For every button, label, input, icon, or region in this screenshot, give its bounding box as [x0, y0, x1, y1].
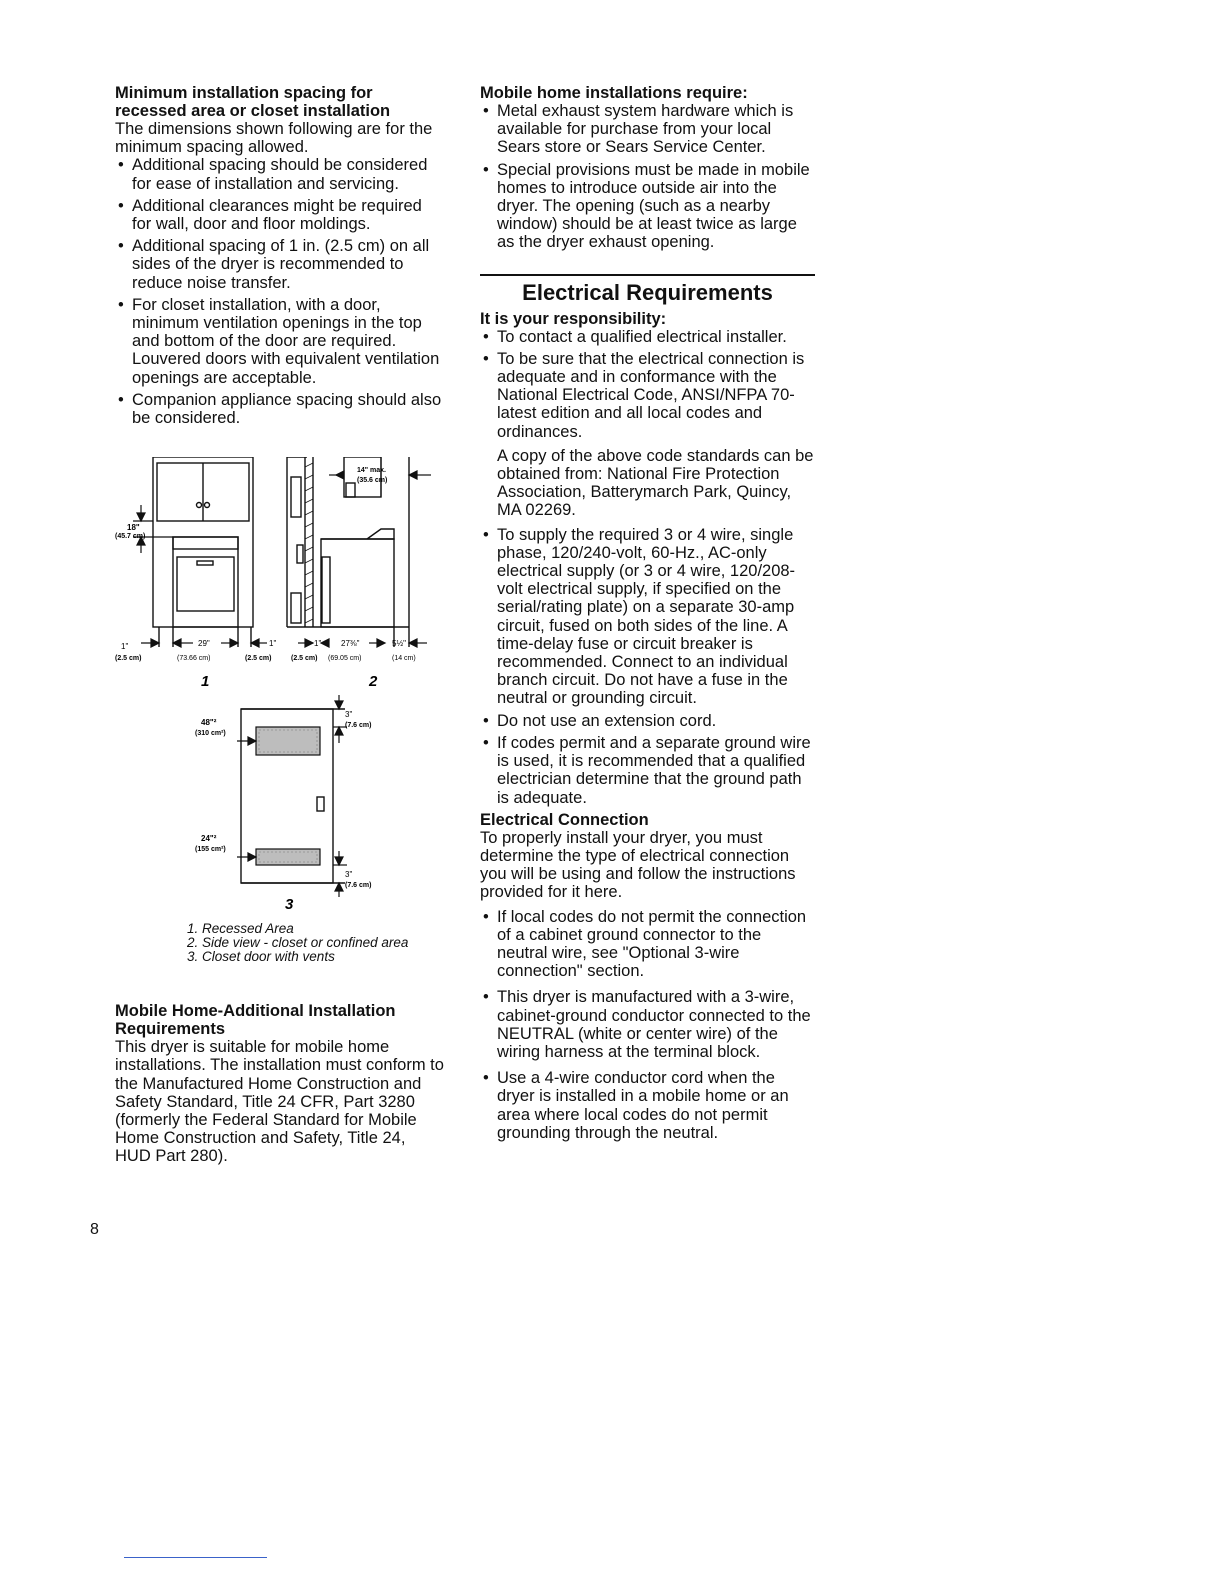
- mobile-requirements-heading: Mobile home installations require:: [480, 84, 748, 102]
- fig1-right-cm-label: (2.5 cm): [245, 655, 272, 663]
- list-item: • Additional spacing should be considered for ease of installation and servicing.: [115, 156, 445, 192]
- spacing-diagram: [115, 457, 445, 922]
- connection-list: [480, 908, 815, 1142]
- fig2-back-cm-label: (2.5 cm): [291, 655, 318, 663]
- recessed-area-drawing: [153, 457, 253, 647]
- list-item: • This dryer is manufactured with a 3-wire, cabinet-ground conductor connected to the NEUTRAL (white or center wire) of the wiring harness at the terminal block.: [480, 988, 815, 1061]
- top-vent: [256, 727, 320, 755]
- electrical-connection-heading: Electrical Connection: [480, 810, 649, 829]
- responsibility-heading: It is your responsibility:: [480, 309, 667, 328]
- fig3-top-gap-cm-label: (7.6 cm): [345, 722, 372, 730]
- fig3-top-vent-label: 48"²: [201, 718, 217, 728]
- fig2-top-label: 14" max.: [357, 467, 387, 475]
- fig2-front-cm-label: (14 cm): [392, 655, 416, 663]
- list-item: • If local codes do not permit the connection of a cabinet ground connector to the neutral wire, see "Optional 3-wire connection" section.: [480, 908, 815, 981]
- fig1-width-cm-label: (73.66 cm): [177, 655, 211, 663]
- list-item: • Use a 4-wire conductor cord when the dryer is installed in a mobile home or an area where local codes do not permit grounding through the neutral.: [480, 1069, 815, 1142]
- figure-number-3: 3: [285, 896, 294, 914]
- supply-list: [480, 526, 815, 807]
- fig1-right-label: 1": [269, 639, 277, 649]
- fig3-bottom-vent-label: 24"²: [201, 834, 217, 844]
- fig3-bottom-gap-cm-label: (7.6 cm): [345, 882, 372, 890]
- fig2-back-label: 1": [314, 639, 322, 649]
- caption-1: 1. Recessed Area: [187, 921, 294, 937]
- mobile-home-text: This dryer is suitable for mobile home installations. The installation must conform to the Manufactured Home Construction and Safety Standard, Title 24 CFR, Part 3280 (formerly the Federal Standard for Mobile Home Construction and Safety, Title 24, HUD Part 280).: [115, 1038, 444, 1166]
- code-standards-note: A copy of the above code standards can be obtained from: National Fire Protection Association, Batterymarch Park, Quincy, MA 02269.: [497, 446, 814, 520]
- installation-figure: [115, 457, 445, 922]
- list-item: • Metal exhaust system hardware which is available for purchase from your local Sears store or Sears Service Center.: [480, 102, 815, 157]
- list-item: • To contact a qualified electrical installer.: [480, 328, 815, 346]
- section-divider: [480, 274, 815, 276]
- list-item: • To supply the required 3 or 4 wire, single phase, 120/240-volt, 60-Hz., AC-only electrical supply (or 3 or 4 wire, 120/208-volt electrical supply, if specified on the serial/rating plate) on a separate 30-amp circuit, fused on both sides of the line. A time-delay fuse or circuit breaker is recommended. Connect to an individual branch circuit. Do not have a fuse in the neutral or grounding circuit.: [480, 526, 815, 708]
- electrical-connection-text: To properly install your dryer, you must determine the type of electrical connection you will be using and follow the instructions provided for it here.: [480, 828, 796, 902]
- fig3-top-gap-label: 3": [345, 710, 353, 720]
- closet-spacing-intro: The dimensions shown following are for the minimum spacing allowed.: [115, 120, 433, 157]
- closet-spacing-list: [115, 156, 445, 427]
- fig1-height-cm-label: (45.7 cm): [115, 533, 146, 541]
- closet-door-dimensions: [237, 695, 347, 897]
- list-item: • For closet installation, with a door, minimum ventilation openings in the top and bottom of the door are required. Louvered doors with equivalent ventilation openings are acceptable.: [115, 296, 445, 387]
- figure-captions: [115, 922, 445, 964]
- left-column: [115, 84, 445, 1166]
- side-view-drawing: [287, 457, 409, 647]
- fig1-height-label: 18": [127, 523, 140, 533]
- fig1-width-label: 29": [198, 639, 210, 649]
- right-column: [480, 84, 815, 1146]
- list-item: • Additional spacing of 1 in. (2.5 cm) on all sides of the dryer is recommended to reduce noise transfer.: [115, 237, 445, 292]
- figure-number-2: 2: [369, 673, 378, 691]
- responsibility-list: [480, 328, 815, 441]
- fig2-depth-cm-label: (69.05 cm): [328, 655, 362, 663]
- list-item: • Special provisions must be made in mobile homes to introduce outside air into the dryer. The opening (such as a nearby window) should be at least twice as large as the dryer exhaust opening.: [480, 161, 815, 252]
- fig2-depth-label: 27⅜": [341, 639, 360, 649]
- caption-3: 3. Closet door with vents: [187, 949, 335, 965]
- footer-line: [124, 1557, 267, 1558]
- fig2-front-label: 5½": [392, 639, 406, 649]
- fig2-top-cm-label: (35.6 cm): [357, 477, 388, 485]
- fig3-bottom-gap-label: 3": [345, 870, 353, 880]
- mobile-requirements-list: [480, 102, 815, 252]
- list-item: • Additional clearances might be required for wall, door and floor moldings.: [115, 197, 445, 233]
- bottom-vent: [256, 849, 320, 865]
- mobile-home-heading: Mobile Home-Additional Installation Requirements: [115, 1002, 396, 1039]
- caption-2: 2. Side view - closet or confined area: [187, 935, 409, 951]
- fig1-side-label: 1": [121, 642, 129, 652]
- list-item: • Do not use an extension cord.: [480, 712, 815, 730]
- figure-number-1: 1: [201, 673, 210, 691]
- fig3-bottom-vent-cm-label: (155 cm²): [195, 846, 226, 854]
- fig3-top-vent-cm-label: (310 cm²): [195, 730, 226, 738]
- electrical-requirements-title: Electrical Requirements: [522, 279, 773, 305]
- list-item: • To be sure that the electrical connection is adequate and in conformance with the National Electrical Code, ANSI/NFPA 70-latest edition and all local codes and ordinances.: [480, 350, 815, 441]
- list-item: • If codes permit and a separate ground wire is used, it is recommended that a qualified electrician determine that the ground path is adequate.: [480, 734, 815, 807]
- side-view-hatching: [305, 463, 313, 623]
- closet-spacing-heading: Minimum installation spacing for recessed area or closet installation: [115, 84, 391, 120]
- side-view-dimensions: [298, 457, 431, 647]
- fig1-side-cm-label: (2.5 cm): [115, 655, 142, 663]
- list-item: • Companion appliance spacing should also be considered.: [115, 391, 445, 427]
- page-number: 8: [90, 1221, 99, 1238]
